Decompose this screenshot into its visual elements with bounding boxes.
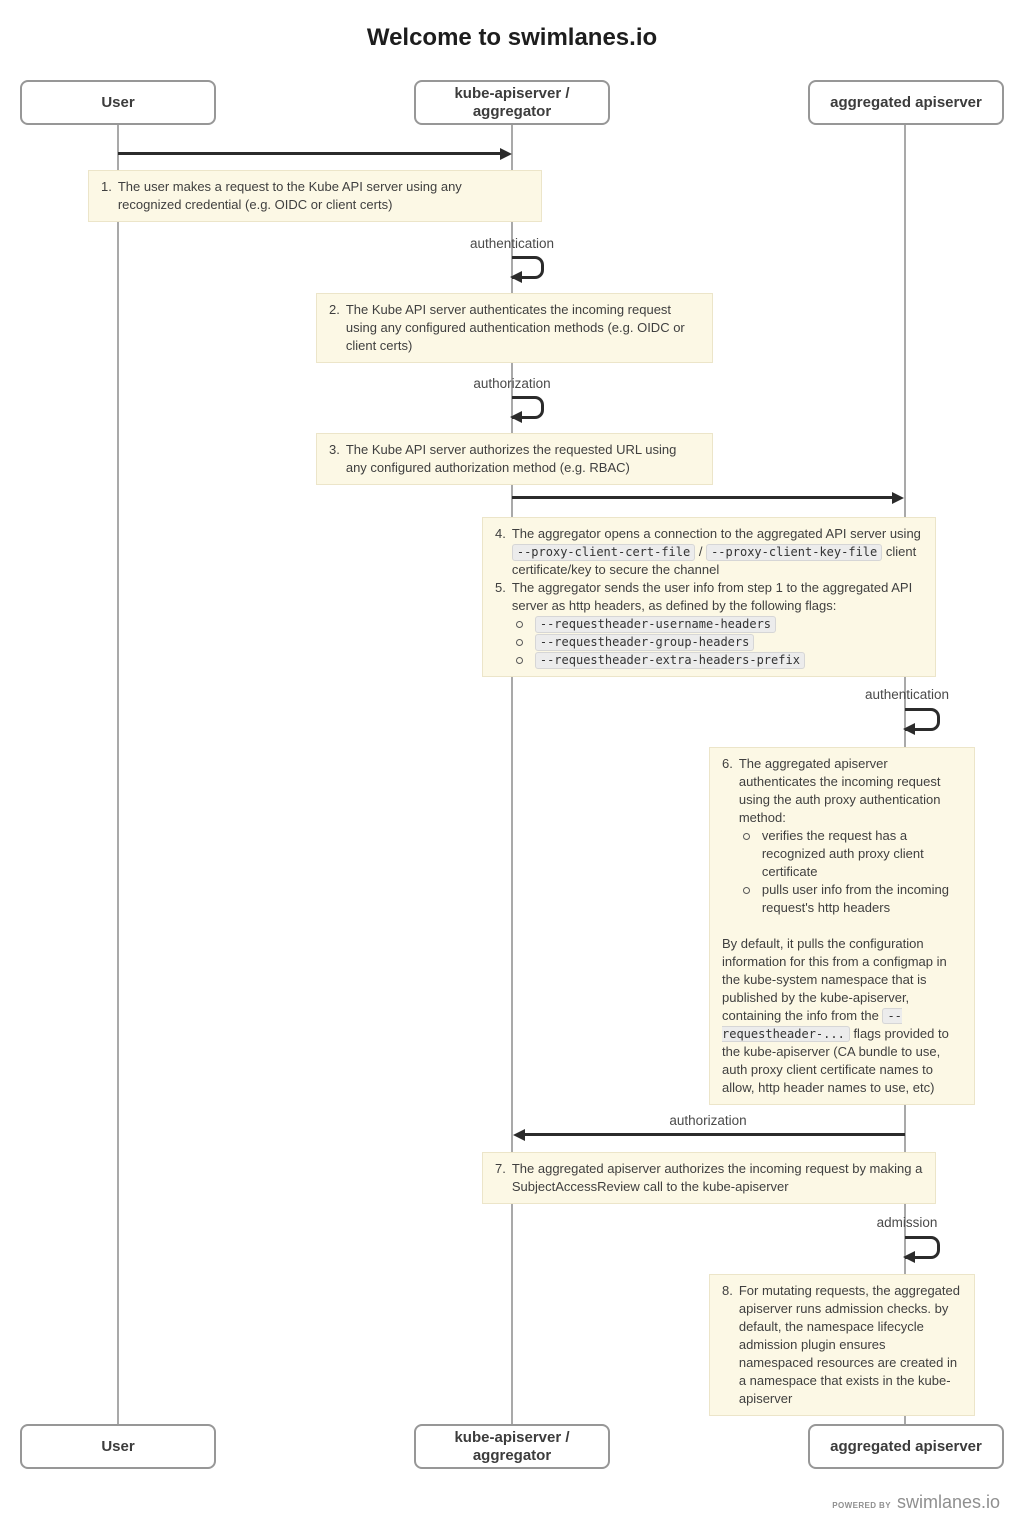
self-loop-authentication-kube: [512, 256, 544, 279]
swimlanes-brand-link[interactable]: swimlanes.io: [896, 1492, 1000, 1512]
note-item-body: [346, 441, 700, 477]
code-chip: --requestheader-...: [722, 1009, 902, 1041]
bullet-marker-icon: [516, 621, 523, 628]
note-text: By default, it pulls the configuration information for this from a configmap in the kube-system namespace that is published by the kube-apiserver, containing the info from the: [722, 936, 947, 1023]
actor-box-aggregated-apiserver-bottom: [808, 1424, 1004, 1469]
note-item: [722, 1282, 962, 1408]
message-label-authorization-aggregated: authorization: [669, 1113, 747, 1128]
note-text: The aggregator sends the user info from step 1 to the aggregated API server as http headers, as defined by the following flags:: [511, 580, 913, 613]
note-item-body: [512, 525, 923, 579]
actor-label: aggregator: [472, 1446, 552, 1464]
note-item: [722, 755, 962, 917]
actor-label: User: [101, 1437, 135, 1455]
arrowhead-right-icon: [892, 492, 904, 504]
arrowhead-left-icon: [510, 271, 522, 283]
note-item: [495, 1160, 923, 1196]
note-text: The aggregated apiserver authorizes the incoming request by making a SubjectAccessReview call to the kube-apiserver: [511, 1161, 923, 1194]
note-text: pulls user info from the incoming request's http headers: [761, 882, 949, 915]
note-item: [101, 178, 529, 214]
actor-label: aggregator: [472, 102, 552, 120]
code-chip: --proxy-client-cert-file: [512, 544, 695, 561]
bullet-marker-icon: [516, 639, 523, 646]
note-text: client certificate/key to secure the channel: [511, 544, 917, 577]
actor-label: kube-apiserver /: [454, 1428, 570, 1446]
message-label-authorization-kube: authorization: [473, 376, 551, 391]
note-bullet: [516, 633, 923, 651]
message-label-admission: admission: [876, 1215, 938, 1230]
note-bullet: [516, 615, 923, 633]
diagram-title: Welcome to swimlanes.io: [366, 24, 658, 51]
code-chip: --requestheader-username-headers: [535, 616, 776, 633]
note-text: verifies the request has a recognized auth proxy client certificate: [761, 828, 924, 879]
powered-by-footer: [832, 1492, 1000, 1513]
actor-box-kube-apiserver-bottom: [414, 1424, 610, 1469]
self-loop-authentication-aggregated: [905, 708, 940, 731]
note-item: [329, 441, 700, 477]
code-chip: --requestheader-group-headers: [535, 634, 755, 651]
message-arrow-kube-to-aggregated: [512, 496, 893, 499]
note-item-body: [512, 579, 923, 669]
code-chip: --requestheader-extra-headers-prefix: [535, 652, 805, 669]
lifeline-user: [117, 125, 119, 1424]
note-text: The Kube API server authenticates the incoming request using any configured authentication methods (e.g. OIDC or client certs): [345, 302, 685, 353]
note-step-1: [88, 170, 542, 222]
arrowhead-left-icon: [510, 411, 522, 423]
note-item-number: 4.: [495, 526, 506, 541]
note-item-body: [739, 1282, 962, 1408]
arrowhead-left-icon: [903, 723, 915, 735]
note-bullet: [516, 651, 923, 669]
note-step-3: [316, 433, 713, 485]
note-item: [495, 579, 923, 669]
note-item-number: 2.: [329, 302, 340, 317]
note-item-body: [739, 755, 962, 917]
note-text: The aggregator opens a connection to the aggregated API server using: [511, 526, 921, 541]
note-text: The aggregated apiserver authenticates the incoming request using the auth proxy authentication method:: [738, 756, 941, 825]
code-chip: --proxy-client-key-file: [706, 544, 882, 561]
actor-label: aggregated apiserver: [830, 1437, 982, 1455]
powered-by-text: POWERED BY: [832, 1501, 891, 1510]
actor-box-kube-apiserver-top: [414, 80, 610, 125]
self-loop-admission-aggregated: [905, 1236, 940, 1259]
note-text: The Kube API server authorizes the requested URL using any configured authorization method (e.g. RBAC): [345, 442, 677, 475]
actor-box-user-top: [20, 80, 216, 125]
note-bullet-text: [535, 633, 923, 651]
actor-label: aggregated apiserver: [830, 93, 982, 111]
note-step-6: [709, 747, 975, 1105]
actor-label: User: [101, 93, 135, 111]
note-bullet-text: [535, 615, 923, 633]
note-bullet-text: [535, 651, 923, 669]
note-bullet: [743, 827, 962, 881]
note-steps-4-5: [482, 517, 936, 677]
note-text: For mutating requests, the aggregated apiserver runs admission checks. by default, the namespace lifecycle admission plugin ensures namespaced resources are created in a namespace that exists in the kube-apiserver: [738, 1283, 960, 1406]
note-item-number: 3.: [329, 442, 340, 457]
note-bullet-text: [762, 881, 962, 917]
note-text: The user makes a request to the Kube API server using any recognized credential (e.g. OIDC or client certs): [117, 179, 462, 212]
message-arrow-aggregated-to-kube: [524, 1133, 905, 1136]
note-text: /: [695, 544, 707, 559]
arrowhead-left-icon: [513, 1129, 525, 1141]
actor-box-user-bottom: [20, 1424, 216, 1469]
bullet-marker-icon: [743, 833, 750, 840]
note-text: flags provided to the kube-apiserver (CA bundle to use, auth proxy client certificate names to allow, http header names to use, etc): [722, 1026, 949, 1095]
note-item-number: 8.: [722, 1283, 733, 1298]
note-item-number: 6.: [722, 756, 733, 771]
bullet-marker-icon: [516, 657, 523, 664]
self-loop-authorization-kube: [512, 396, 544, 419]
message-arrow-user-to-kube: [118, 152, 501, 155]
note-item-body: [512, 1160, 923, 1196]
message-label-authentication-aggregated: authentication: [864, 687, 950, 702]
note-item-number: 1.: [101, 179, 112, 194]
note-bullet: [743, 881, 962, 917]
note-bullet-text: [762, 827, 962, 881]
note-item-body: [346, 301, 700, 355]
note-paragraph: [722, 935, 962, 1097]
actor-box-aggregated-apiserver-top: [808, 80, 1004, 125]
note-step-2: [316, 293, 713, 363]
message-label-authentication-kube: authentication: [469, 236, 555, 251]
note-item-number: 7.: [495, 1161, 506, 1176]
note-item-number: 5.: [495, 580, 506, 595]
note-item: [495, 525, 923, 579]
note-step-8: [709, 1274, 975, 1416]
arrowhead-right-icon: [500, 148, 512, 160]
note-item: [329, 301, 700, 355]
arrowhead-left-icon: [903, 1251, 915, 1263]
note-item-body: [118, 178, 529, 214]
actor-label: kube-apiserver /: [454, 84, 570, 102]
bullet-marker-icon: [743, 887, 750, 894]
note-step-7: [482, 1152, 936, 1204]
